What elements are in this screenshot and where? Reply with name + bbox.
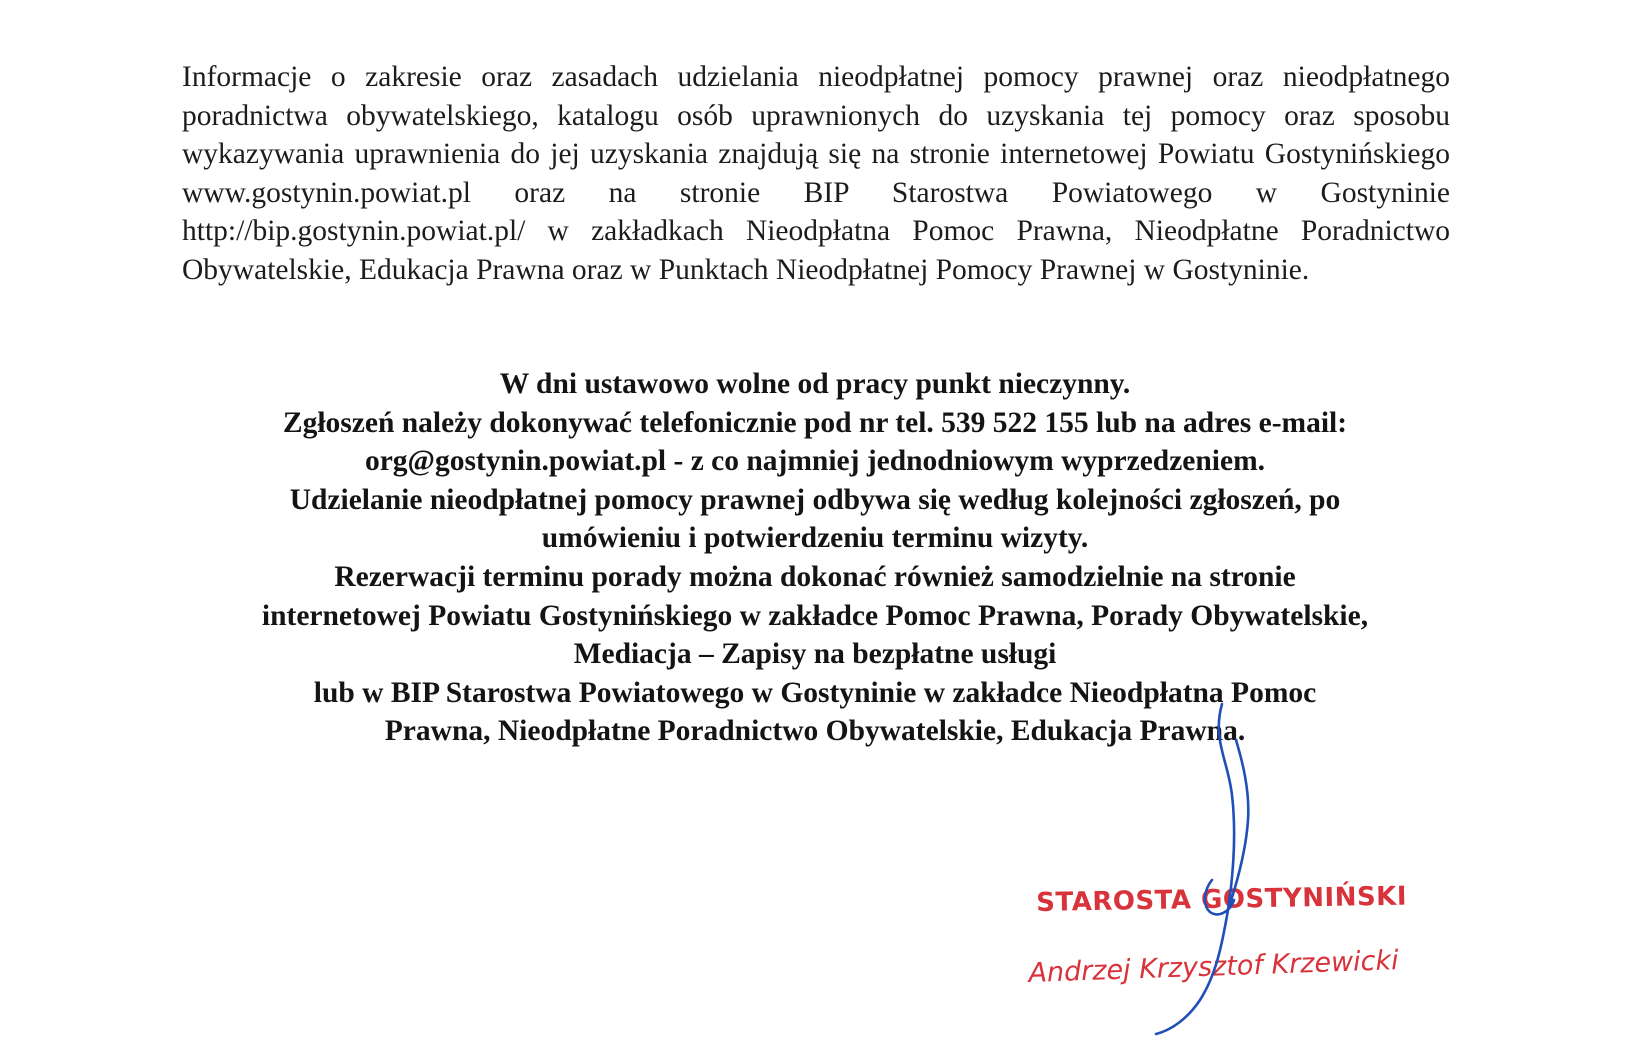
notice-line: org@gostynin.powiat.pl - z co najmniej jednodniowym wyprzedzeniem. xyxy=(364,445,1266,478)
stamp-name: Andrzej Krzysztof Krzewicki xyxy=(1028,945,1400,989)
notice-line: umówieniu i potwierdzeniu terminu wizyty. xyxy=(541,522,1089,555)
stamp-title: STAROSTA GOSTYNIŃSKI xyxy=(1036,881,1408,918)
notice-line: Udzielanie nieodpłatnej pomocy prawnej odbywa się według kolejności zgłoszeń, po xyxy=(289,483,1341,516)
notice-block xyxy=(150,365,1480,751)
notice-line: lub w BIP Starostwa Powiatowego w Gostyninie w zakładce Nieodpłatna Pomoc xyxy=(313,676,1317,709)
intro-paragraph: Informacje o zakresie oraz zasadach udzielania nieodpłatnej pomocy prawnej oraz nieodpłatnego poradnictwa obywatelskiego, katalogu osób uprawnionych do uzyskania tej pomocy oraz sposobu wykazywania uprawnienia do jej uzyskania znajdują się na stronie internetowej Powiatu Gostynińskiego www.gostynin.powiat.pl oraz na stronie BIP Starostwa Powiatowego w Gostyninie http://bip.gostynin.powiat.pl/ w zakładkach Nieodpłatna Pomoc Prawna, Nieodpłatne Poradnictwo Obywatelskie, Edukacja Prawna oraz w Punktach Nieodpłatnej Pomocy Prawnej w Gostyninie. xyxy=(182,61,1450,286)
notice-line: Rezerwacji terminu porady można dokonać również samodzielnie na stronie xyxy=(334,560,1296,593)
notice-line: Mediacja – Zapisy na bezpłatne usługi xyxy=(573,638,1057,671)
notice-line: Prawna, Nieodpłatne Poradnictwo Obywatelskie, Edukacja Prawna. xyxy=(384,715,1246,748)
notice-line: internetowej Powiatu Gostynińskiego w zakładce Pomoc Prawna, Porady Obywatelskie, xyxy=(261,599,1369,632)
notice-line: Zgłoszeń należy dokonywać telefonicznie pod nr tel. 539 522 155 lub na adres e-mail: xyxy=(282,406,1348,439)
official-stamp xyxy=(1020,880,1440,1010)
notice-line: W dni ustawowo wolne od pracy punkt nieczynny. xyxy=(499,368,1131,400)
